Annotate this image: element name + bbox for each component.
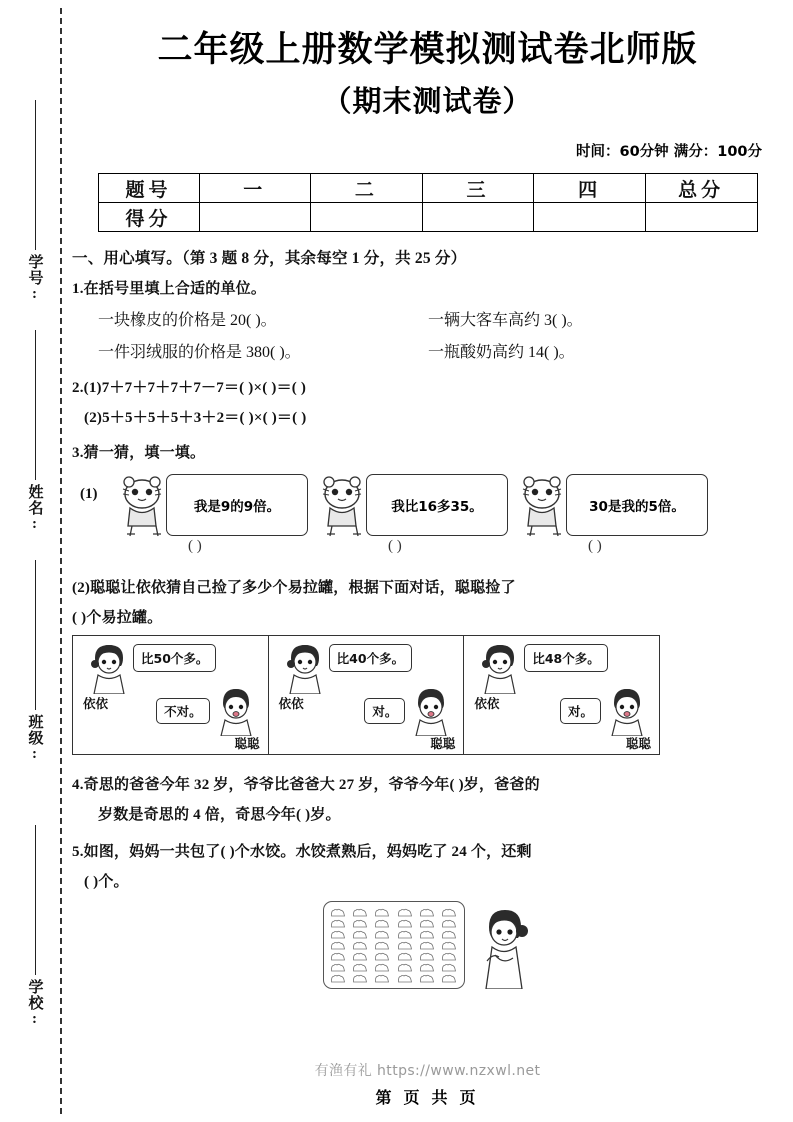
score-cell-3[interactable] [422, 203, 534, 232]
tiger-item-2 [316, 468, 516, 560]
question-1-item-2: 一辆大客车高约 3( )。 [428, 312, 583, 330]
dumpling-icon [352, 941, 368, 950]
exam-meta-line: 时间：60分钟 满分：100分 [576, 144, 762, 161]
margin-label-student-number: 学号: [26, 254, 43, 303]
dumpling-icon [397, 974, 413, 983]
dumpling-icon [352, 963, 368, 972]
girl-character-icon [85, 642, 133, 694]
dumpling-icon [441, 908, 457, 917]
girl-character-icon [281, 642, 329, 694]
margin-label-school: 学校: [26, 979, 43, 1028]
dialogue-panel-2 [268, 636, 464, 754]
exam-sheet [62, 0, 793, 1122]
dumpling-icon [441, 952, 457, 961]
dumpling-icon [397, 952, 413, 961]
dumpling-icon [374, 963, 390, 972]
tiger-icon [316, 472, 372, 538]
dumpling-icon [330, 952, 346, 961]
dumpling-icon [374, 919, 390, 928]
question-3-part-2-line-2[interactable]: ( )个易拉罐。 [72, 610, 163, 627]
dumpling-icon [419, 952, 435, 961]
dumpling-icon [441, 974, 457, 983]
score-table-wrapper [98, 173, 758, 232]
dialogue-girl-name-1: 依依 [83, 696, 109, 712]
tiger-answer-blank-1[interactable]: ( ) [188, 538, 202, 555]
question-1-item-4: 一瓶酸奶高约 14( )。 [428, 344, 575, 362]
dumpling-icon [352, 930, 368, 939]
dialogue-boy-name-1: 聪聪 [234, 736, 260, 752]
margin-rule [35, 560, 36, 710]
dialogue-boy-bubble-3: 对。 [560, 698, 601, 724]
question-1-row-2 [98, 339, 793, 362]
score-cell-total[interactable] [645, 203, 757, 232]
score-cell-4[interactable] [534, 203, 646, 232]
tiger-answer-blank-2[interactable]: ( ) [388, 538, 402, 555]
table-row-score [98, 203, 757, 232]
score-header-label: 题号 [98, 174, 199, 203]
dumpling-icon [419, 930, 435, 939]
dumpling-icon [330, 941, 346, 950]
dumpling-icon [397, 941, 413, 950]
score-header-1: 一 [199, 174, 311, 203]
margin-label-class: 班级: [26, 714, 43, 763]
section-1-heading: 一、用心填写。（第 3 题 8 分，其余每空 1 分，共 25 分） [72, 250, 467, 268]
dumpling-icon [330, 974, 346, 983]
score-table [98, 173, 758, 232]
question-3-part-2-line-1: (2)聪聪让依依猜自己捡了多少个易拉罐，根据下面对话，聪聪捡了 [72, 580, 516, 597]
dumpling-icon [419, 919, 435, 928]
dumpling-icon [374, 941, 390, 950]
question-1-stem: 1.在括号里填上合适的单位。 [72, 281, 267, 298]
dumpling-icon [374, 952, 390, 961]
score-header-4: 四 [534, 174, 646, 203]
margin-field-student-number [18, 100, 52, 303]
tiger-speech-1: 我是9的9倍。 [166, 474, 308, 536]
boy-character-icon [212, 686, 260, 736]
dumpling-icon [441, 963, 457, 972]
dumpling-icon [441, 919, 457, 928]
dumpling-icon [374, 908, 390, 917]
margin-rule [35, 825, 36, 975]
page-title: 二年级上册数学模拟测试卷北师版 [157, 30, 698, 70]
dumpling-icon [397, 908, 413, 917]
dialogue-girl-name-2: 依依 [278, 696, 304, 712]
boy-character-icon [603, 686, 651, 736]
score-header-2: 二 [311, 174, 423, 203]
question-5-line-2: ( )个。 [84, 874, 129, 891]
score-header-total: 总分 [645, 174, 757, 203]
watermark-text: 有渔有礼 https://www.nzxwl.net [314, 1063, 541, 1079]
dumpling-tray [323, 901, 465, 989]
dialogue-girl-bubble-1: 比50个多。 [133, 644, 216, 672]
dumpling-icon [352, 919, 368, 928]
dialogue-girl-bubble-3: 比48个多。 [524, 644, 607, 672]
page-subtitle: （期末测试卷） [322, 84, 533, 119]
dumpling-icon [397, 963, 413, 972]
dumpling-icon [352, 974, 368, 983]
dumpling-icon [441, 941, 457, 950]
tiger-icon [516, 472, 572, 538]
question-4-line-2: 岁数是奇思的 4 倍，奇思今年( )岁。 [98, 807, 341, 824]
dumpling-icon [419, 941, 435, 950]
student-info-margin [0, 0, 62, 1122]
dumpling-icon [330, 919, 346, 928]
question-5-line-1: 5.如图，妈妈一共包了( )个水饺。水饺煮熟后，妈妈吃了 24 个，还剩 [72, 844, 532, 861]
score-cell-1[interactable] [199, 203, 311, 232]
dumpling-illustration [323, 901, 533, 997]
dumpling-icon [330, 930, 346, 939]
dialogue-boy-name-3: 聪聪 [626, 736, 652, 752]
tiger-item-3 [516, 468, 716, 560]
dialogue-panel-1 [73, 636, 268, 754]
dumpling-icon [397, 919, 413, 928]
margin-rule [35, 100, 36, 250]
dumpling-icon [374, 974, 390, 983]
boy-character-icon [407, 686, 455, 736]
question-3-part-1-label: (1) [80, 486, 98, 503]
margin-label-name: 姓名: [26, 484, 43, 533]
dumpling-icon [397, 930, 413, 939]
dumpling-icon [419, 908, 435, 917]
dumpling-icon [352, 908, 368, 917]
dumpling-icon [330, 908, 346, 917]
dumpling-icon [330, 963, 346, 972]
question-3-stem: 3.猜一猜，填一填。 [72, 445, 206, 462]
question-4-line-1: 4.奇思的爸爸今年 32 岁，爷爷比爸爸大 27 岁，爷爷今年( )岁，爸爸的 [72, 777, 540, 794]
page-footer-block [62, 1060, 793, 1108]
tiger-speech-2: 我比16多35。 [366, 474, 508, 536]
dialogue-panel-group [72, 635, 660, 755]
score-header-3: 三 [422, 174, 534, 203]
question-3-tiger-row [72, 468, 793, 560]
score-cell-2[interactable] [311, 203, 423, 232]
dialogue-panel-3 [463, 636, 659, 754]
mother-character-icon [475, 905, 531, 989]
score-row-label: 得分 [98, 203, 199, 232]
dialogue-boy-name-2: 聪聪 [430, 736, 456, 752]
girl-character-icon [476, 642, 524, 694]
page-number-footer: 第 页 共 页 [375, 1090, 480, 1107]
dumpling-icon [419, 963, 435, 972]
question-2-line-2: (2)5＋5＋5＋5＋3＋2＝( )×( )＝( ) [84, 410, 307, 427]
question-1-item-1: 一块橡皮的价格是 20( )。 [98, 312, 277, 330]
margin-rule [35, 330, 36, 480]
tiger-speech-3: 30是我的5倍。 [566, 474, 708, 536]
question-2-line-1: 2.(1)7＋7＋7＋7＋7－7＝( )×( )＝( ) [72, 380, 307, 397]
tiger-item-1 [116, 468, 316, 560]
dialogue-girl-bubble-2: 比40个多。 [329, 644, 412, 672]
table-row-header [98, 174, 757, 203]
tiger-answer-blank-3[interactable]: ( ) [588, 538, 602, 555]
dialogue-boy-bubble-2: 对。 [364, 698, 405, 724]
margin-field-name [18, 330, 52, 533]
dialogue-girl-name-3: 依依 [474, 696, 500, 712]
title-block [62, 0, 793, 120]
question-1-item-3: 一件羽绒服的价格是 380( )。 [98, 344, 301, 362]
margin-field-class [18, 560, 52, 763]
dumpling-icon [419, 974, 435, 983]
dialogue-boy-bubble-1: 不对。 [156, 698, 210, 724]
margin-field-school [18, 825, 52, 1028]
question-1-row-1 [98, 307, 793, 330]
dumpling-icon [441, 930, 457, 939]
dumpling-icon [374, 930, 390, 939]
dumpling-icon [352, 952, 368, 961]
tiger-icon [116, 472, 172, 538]
